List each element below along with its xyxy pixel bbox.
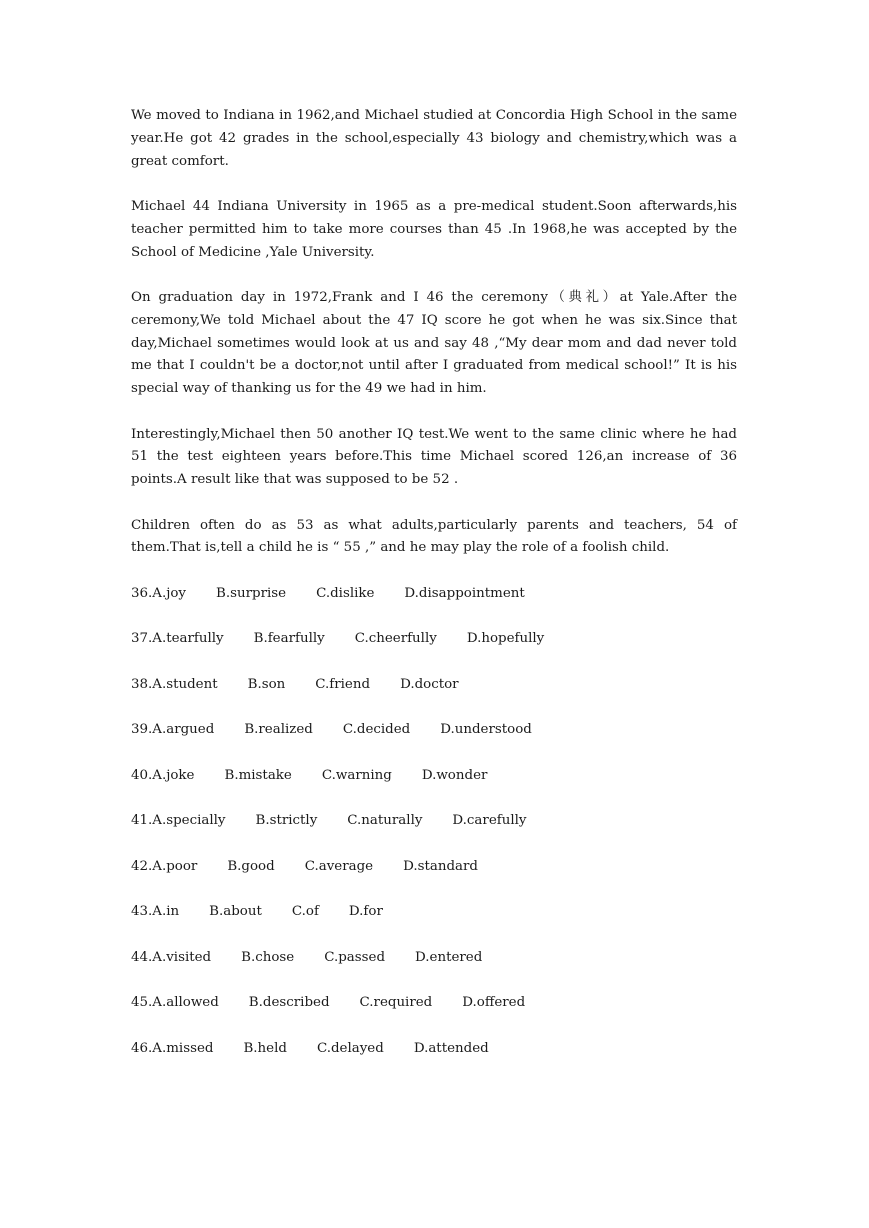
question-42 [131,856,737,879]
option-b: B.surprise [216,585,287,601]
option-d: D.entered [415,949,483,965]
option-c: C.friend [315,676,371,692]
document-page [131,105,737,1083]
question-number: 39. [131,722,153,738]
option-a: A.missed [152,1040,214,1056]
question-number: 44. [131,949,153,965]
passage-paragraph-2: Michael 44 Indiana University in 1965 as a pre-medical student.Soon afterwards,his teacher permitted him to take more courses than 45 .In 1968,he was accepted by the School of Medicine ,Yale University. [131,198,737,260]
question-40 [131,765,737,788]
option-b: B.about [209,904,262,920]
option-a: A.poor [152,858,198,874]
option-d: D.understood [440,722,532,738]
option-d: D.standard [403,858,478,874]
passage-paragraph-4: Interestingly,Michael then 50 another IQ test.We went to the same clinic where he had 51 the test eighteen years before.This time Michael scored 126,an increase of 36 points.A result like that was supposed to be 52 . [131,426,737,488]
option-a: A.specially [152,813,226,829]
option-c: C.naturally [347,813,423,829]
question-38 [131,674,737,697]
option-a: A.allowed [152,995,219,1011]
question-number: 43. [131,904,153,920]
question-45 [131,992,737,1015]
option-b: B.chose [241,949,295,965]
question-37 [131,628,737,651]
question-number: 46. [131,1040,153,1056]
option-b: B.son [247,676,286,692]
question-number: 41. [131,813,153,829]
passage-paragraph-3: On graduation day in 1972,Frank and I 46 the ceremony（典礼）at Yale.After the ceremony,We told Michael about the 47 IQ score he got when he was six.Since that day,Michael sometimes would look at us and say 48 ,“My dear mom and dad never told me that I couldn't be a doctor,not until after I graduated from medical school!” It is his special way of thanking us for the 49 we had in him. [131,289,737,397]
question-number: 40. [131,767,153,783]
option-c: C.warning [321,767,392,783]
question-number: 36. [131,585,153,601]
passage-paragraph-5: Children often do as 53 as what adults,particularly parents and teachers, 54 of them.That is,tell a child he is “ 55 ,” and he may play the role of a foolish child. [131,517,737,556]
option-a: A.joke [152,767,195,783]
option-b: B.fearfully [253,631,325,647]
option-c: C.delayed [316,1040,384,1056]
option-a: A.argued [152,722,215,738]
question-46 [131,1038,737,1061]
question-39 [131,719,737,742]
option-b: B.realized [244,722,313,738]
option-c: C.average [304,858,374,874]
question-41 [131,810,737,833]
passage-paragraph-1: We moved to Indiana in 1962,and Michael studied at Concordia High School in the same year.He got 42 grades in the school,especially 43 biology and chemistry,which was a great comfort. [131,108,737,169]
question-43 [131,901,737,924]
option-c: C.of [291,904,319,920]
option-d: D.carefully [452,813,527,829]
option-a: A.joy [152,585,187,601]
option-c: C.required [359,995,433,1011]
option-b: B.mistake [224,767,292,783]
option-d: D.for [348,904,383,920]
question-number: 37. [131,631,153,647]
option-a: A.visited [152,949,212,965]
option-c: C.cheerfully [354,631,437,647]
option-b: B.strictly [255,813,318,829]
option-d: D.hopefully [466,631,545,647]
option-d: D.offered [462,995,526,1011]
option-a: A.in [152,904,180,920]
option-d: D.doctor [400,676,459,692]
option-d: D.wonder [421,767,488,783]
option-b: B.held [243,1040,287,1056]
option-d: D.disappointment [404,585,525,601]
question-36 [131,583,737,606]
option-d: D.attended [413,1040,489,1056]
question-list [131,583,737,1061]
question-number: 45. [131,995,153,1011]
option-a: A.student [152,676,218,692]
option-c: C.passed [324,949,386,965]
question-number: 38. [131,676,153,692]
option-b: B.described [248,995,330,1011]
question-44 [131,947,737,970]
option-a: A.tearfully [152,631,224,647]
question-number: 42. [131,858,153,874]
option-c: C.dislike [316,585,375,601]
option-b: B.good [227,858,275,874]
option-c: C.decided [342,722,411,738]
